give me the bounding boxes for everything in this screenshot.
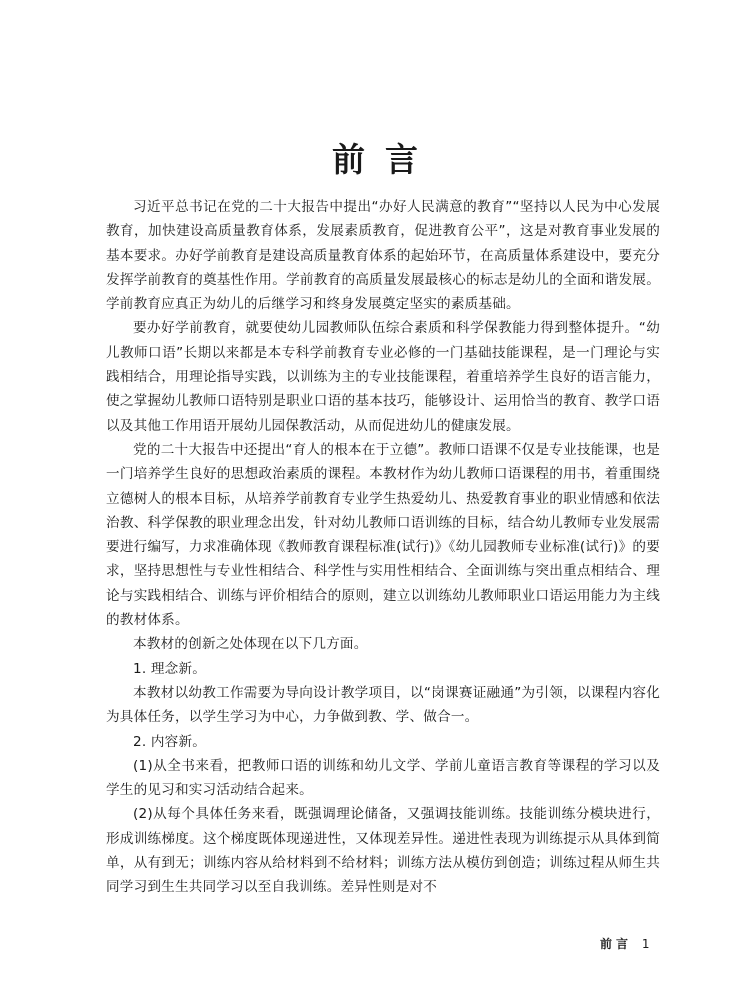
paragraph: 习近平总书记在党的二十大报告中提出“办好人民满意的教育”“坚持以人民为中心发展教育，加快建设高质量教育体系，发展素质教育，促进教育公平”，这是对教育事业发展的基本要求。办好学前教育是建设高质量教育体系的起始环节，在高质量体系建设中，要充分发挥学前教育的奠基性作用。学前教育的高质量发展最核心的标志是幼儿的全面和谐发展。学前教育应真正为幼儿的后继学习和终身发展奠定坚实的素质基础。 <box>106 199 660 313</box>
paragraph: 本教材的创新之处体现在以下几方面。 <box>133 636 368 653</box>
page-number: 1 <box>641 937 650 951</box>
footer-label: 前言 <box>600 937 633 951</box>
section-heading: 1. 理念新。 <box>133 660 207 677</box>
preface-body <box>106 195 660 900</box>
section-heading: 2. 内容新。 <box>133 733 207 750</box>
page-title: 前言 <box>332 140 438 180</box>
page-footer <box>600 935 649 953</box>
paragraph: 本教材以幼教工作需要为导向设计教学项目，以“岗课赛证融通”为引领，以课程内容化为具体任务，以学生学习为中心，力争做到教、学、做合一。 <box>106 684 660 726</box>
paragraph: 党的二十大报告中还提出“育人的根本在于立德”。教师口语课不仅是专业技能课，也是一门培养学生良好的思想政治素质的课程。本教材作为幼儿教师口语课程的用书，着重围绕立德树人的根本目标，从培养学前教育专业学生热爱幼儿、热爱教育事业的职业情感和依法治教、科学保教的职业理念出发，针对幼儿教师口语训练的目标，结合幼儿教师专业发展需要进行编写，力求准确体现《教师教育课程标准(试行)》《幼儿园教师专业标准(试行)》的要求，坚持思想性与专业性相结合、科学性与实用性相结合、全面训练与突出重点相结合、理论与实践相结合、训练与评价相结合的原则，建立以训练幼儿教师职业口语运用能力为主线的教材体系。 <box>106 441 660 629</box>
paragraph: (1)从全书来看，把教师口语的训练和幼儿文学、学前儿童语言教育等课程的学习以及学生的见习和实习活动结合起来。 <box>106 757 660 799</box>
paragraph: (2)从每个具体任务来看，既强调理论储备，又强调技能训练。技能训练分模块进行，形成训练梯度。这个梯度既体现递进性，又体现差异性。递进性表现为训练提示从具体到简单，从有到无；训练内容从给材料到不给材料；训练方法从模仿到创造；训练过程从师生共同学习到生生共同学习以至自我训练。差异性则是对不 <box>106 806 660 896</box>
paragraph: 要办好学前教育，就要使幼儿园教师队伍综合素质和科学保教能力得到整体提升。“幼儿教师口语”长期以来都是本专科学前教育专业必修的一门基础技能课程，是一门理论与实践相结合，用理论指导实践，以训练为主的专业技能课程，着重培养学生良好的语言能力，使之掌握幼儿教师口语特别是职业口语的基本技巧，能够设计、运用恰当的教育、教学口语以及其他工作用语开展幼儿园保教活动，从而促进幼儿的健康发展。 <box>106 320 660 434</box>
